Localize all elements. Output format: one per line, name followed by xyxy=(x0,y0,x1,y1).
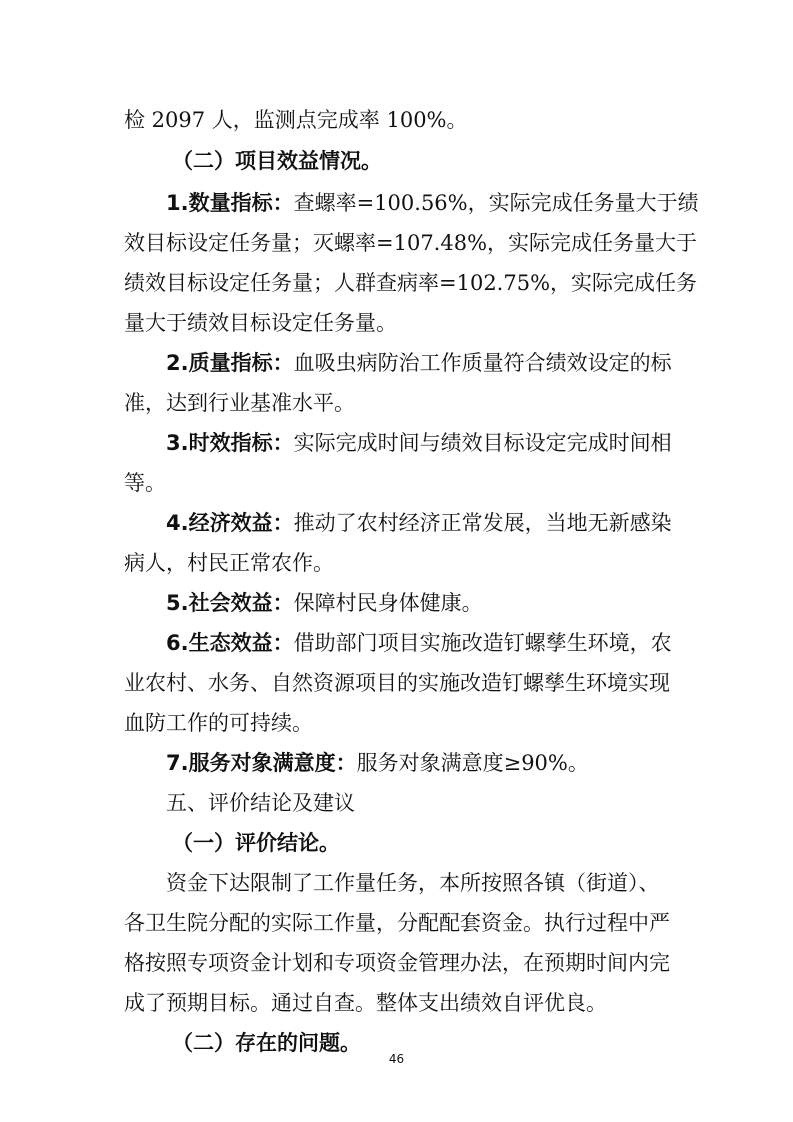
chapter-heading: 五、评价结论及建议 xyxy=(166,791,355,815)
section-heading: （二）存在的问题。 xyxy=(172,1031,361,1055)
paragraph-line xyxy=(166,189,699,217)
indicator-label: 3.时效指标： xyxy=(166,431,294,455)
indicator-label: 4.经济效益： xyxy=(166,511,294,535)
paragraph-line: 资金下达限制了工作量任务，本所按照各镇（街道）、 xyxy=(166,871,660,895)
paragraph-line: 各卫生院分配的实际工作量，分配配套资金。执行过程中严 xyxy=(124,911,670,935)
indicator-label: 6.生态效益： xyxy=(166,631,294,655)
paragraph-text: 查螺率=100.56%，实际完成任务量大于绩 xyxy=(293,191,699,215)
indicator-label: 1.数量指标： xyxy=(166,191,294,215)
text-line: 检 2097 人，监测点完成率 100%。 xyxy=(124,108,468,132)
paragraph-line: 成了预期目标。通过自查。整体支出绩效自评优良。 xyxy=(124,991,607,1015)
paragraph-line: 效目标设定任务量；灭螺率=107.48%，实际完成任务量大于 xyxy=(124,231,698,255)
paragraph-line xyxy=(166,509,672,537)
paragraph-line: 准，达到行业基准水平。 xyxy=(124,391,355,415)
paragraph-line: 血防工作的可持续。 xyxy=(124,711,313,735)
paragraph-line: 格按照专项资金计划和专项资金管理办法，在预期时间内完 xyxy=(124,951,670,975)
paragraph-line xyxy=(166,749,589,777)
paragraph-line: 等。 xyxy=(124,471,166,495)
paragraph-text: 服务对象满意度≥90%。 xyxy=(356,751,589,775)
indicator-label: 7.服务对象满意度： xyxy=(166,751,357,775)
indicator-label: 2.质量指标： xyxy=(166,351,294,375)
paragraph-line: 业农村、水务、自然资源项目的实施改造钉螺孳生环境实现 xyxy=(124,671,670,695)
paragraph-line: 量大于绩效目标设定任务量。 xyxy=(124,311,397,335)
indicator-label: 5.社会效益： xyxy=(166,591,294,615)
paragraph-line xyxy=(166,429,672,457)
paragraph-line xyxy=(166,629,672,657)
paragraph-text: 血吸虫病防治工作质量符合绩效设定的标 xyxy=(293,351,672,375)
paragraph-text: 实际完成时间与绩效目标设定完成时间相 xyxy=(293,431,672,455)
paragraph-line xyxy=(166,589,483,617)
paragraph-line: 绩效目标设定任务量；人群查病率=102.75%，实际完成任务 xyxy=(124,271,698,295)
page-number: 46 xyxy=(388,1052,405,1066)
section-heading: （二）项目效益情况。 xyxy=(172,149,382,173)
section-heading: （一）评价结论。 xyxy=(172,831,340,855)
paragraph-text: 推动了农村经济正常发展，当地无新感染 xyxy=(293,511,672,535)
paragraph-line xyxy=(166,349,672,377)
paragraph-line: 病人，村民正常农作。 xyxy=(124,551,334,575)
paragraph-text: 借助部门项目实施改造钉螺孳生环境，农 xyxy=(293,631,672,655)
paragraph-text: 保障村民身体健康。 xyxy=(293,591,483,615)
